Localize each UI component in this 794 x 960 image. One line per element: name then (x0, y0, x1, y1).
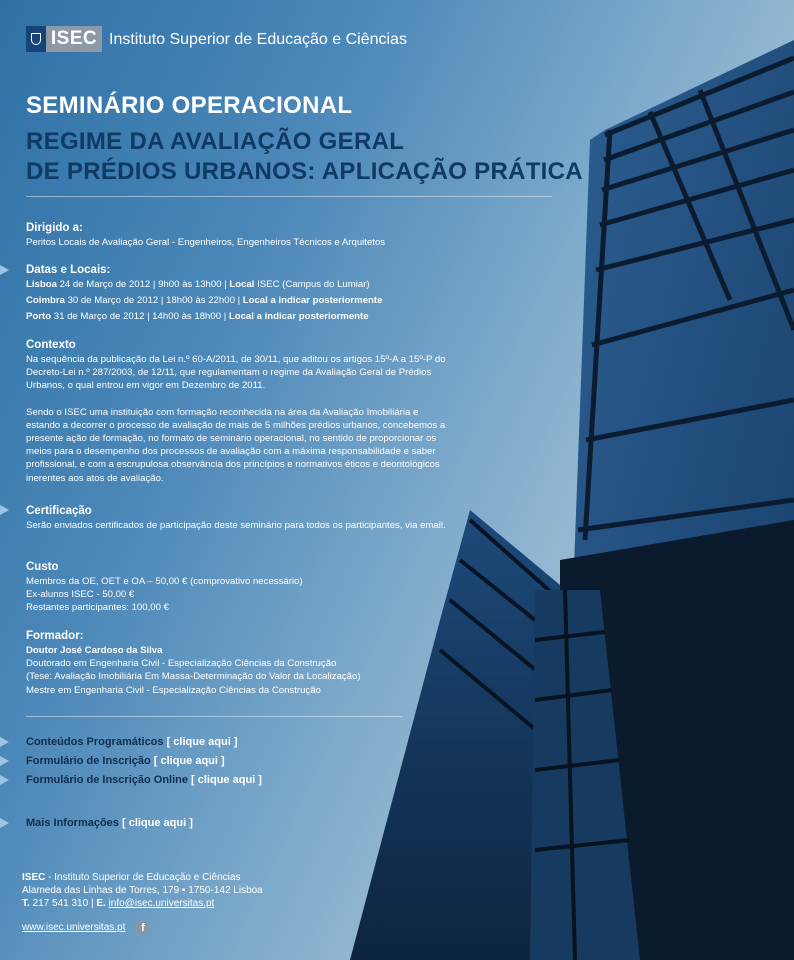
dates-section (26, 264, 546, 324)
date-row-lisboa (26, 278, 546, 291)
email-link[interactable]: info@isec.universitas.pt (108, 898, 215, 909)
phone-label: T. (22, 898, 30, 909)
phone-number: 217 541 310 | (29, 898, 97, 909)
arrow-bullet-icon (0, 756, 9, 766)
context-section (26, 339, 446, 485)
certification-text: Serão enviados certificados de participação deste seminário para todos os participantes, via email. (26, 520, 446, 531)
seminar-type-title: SEMINÁRIO OPERACIONAL (26, 92, 353, 119)
registration-form-link[interactable] (26, 755, 225, 767)
local-label: Local (229, 279, 255, 290)
email-label: E. (96, 898, 106, 909)
click-here-link[interactable]: [ clique aqui ] (150, 755, 225, 767)
online-registration-link[interactable] (26, 774, 262, 786)
footer-contact (22, 871, 263, 910)
trainer-section (26, 630, 546, 697)
local-label: Local a indicar posteriormente (228, 311, 369, 323)
cost-heading: Custo (26, 561, 59, 573)
audience-heading: Dirigido a: (26, 222, 83, 234)
date-row-porto (26, 310, 546, 323)
arrow-bullet-icon (0, 818, 9, 828)
click-here-link[interactable]: [ clique aqui ] (118, 817, 193, 829)
city-name: Lisboa (26, 279, 57, 290)
footer-org (22, 871, 263, 884)
click-here-link[interactable]: [ clique aqui ] (187, 774, 262, 786)
link-label: Mais Informações (26, 817, 119, 829)
certification-section (26, 505, 456, 532)
context-paragraph-2: Sendo o ISEC uma instituição com formação reconhecida na área da Avaliação Imobiliária e estando a decorrer o processo de avaliação de mais de 5 milhões prédios urbanos, concebemos a presente ação de formação, no formato de seminário operacional, no sentido de proporcionar os meios para o desempenho dos processos de avaliação com a máxima responsabilidade e saber profissional, e com a escrupulosa observância dos princípios e normativos éticos e deontológicos inerentes aos atos de avaliação. (26, 406, 446, 484)
footer-address: Alameda das Linhas de Torres, 179 ▪ 1750-142 Lisboa (22, 885, 263, 896)
date-details: 24 de Março de 2012 | 9h00 às 13h00 | (56, 279, 230, 290)
trainer-heading: Formador: (26, 630, 84, 642)
arrow-bullet-icon (0, 265, 9, 275)
cost-line: Membros da OE, OET e OA – 50,00 € (comprovativo necessário) (26, 576, 303, 587)
dates-heading: Datas e Locais: (26, 264, 111, 276)
trainer-credential: Mestre em Engenharia Civil - Especialização Ciências da Construção (26, 684, 321, 696)
program-content-link[interactable] (26, 736, 237, 748)
date-details: 30 de Março de 2012 | 18h00 às 22h00 | (64, 295, 243, 307)
divider (26, 716, 402, 717)
more-info-link[interactable] (26, 817, 193, 829)
seminar-title-line2: DE PRÉDIOS URBANOS: APLICAÇÃO PRÁTICA (26, 158, 583, 185)
date-details: 31 de Março de 2012 | 14h00 às 18h00 | (51, 311, 229, 323)
divider (26, 196, 552, 197)
context-heading: Contexto (26, 339, 76, 351)
click-here-link[interactable]: [ clique aqui ] (163, 736, 238, 748)
footer-org-abbr: ISEC (22, 872, 46, 883)
isec-logo (26, 26, 102, 52)
cost-line: Ex-alunos ISEC - 50,00 € (26, 589, 135, 601)
arrow-bullet-icon (0, 505, 9, 515)
website-link[interactable]: www.isec.universitas.pt (22, 922, 126, 933)
cost-line: Restantes participantes: 100,00 € (26, 602, 169, 614)
trainer-name: Doutor José Cardoso da Silva (26, 645, 163, 656)
facebook-icon[interactable]: f (136, 921, 150, 934)
audience-text: Peritos Locais de Avaliação Geral - Engenheiros, Engenheiros Técnicos e Arquitetos (26, 237, 386, 248)
trainer-credential: Doutorado em Engenharia Civil - Especialização Ciências da Construção (26, 658, 337, 670)
arrow-bullet-icon (0, 737, 9, 747)
local-value: ISEC (Campus do Lumiar) (254, 279, 370, 290)
city-name: Coimbra (26, 295, 65, 307)
link-label: Formulário de Inscrição (26, 755, 151, 767)
city-name: Porto (26, 311, 52, 323)
shield-icon (26, 26, 46, 52)
audience-section (26, 222, 546, 249)
logo-text: ISEC (46, 26, 102, 52)
link-label: Formulário de Inscrição Online (26, 774, 188, 786)
cost-section (26, 561, 546, 615)
context-paragraph-1: Na sequência da publicação da Lei n.º 60-A/2011, de 30/11, que aditou os artigos 15º-A a 15º-P do Decreto-Lei n.º 287/2003, de 12/11, que regulamentam o regime da Avaliação Geral de Prédios Urbanos, o qual entrou em vigor em Dezembro de 2011. (26, 354, 446, 392)
link-label: Conteúdos Programáticos (26, 736, 164, 748)
arrow-bullet-icon (0, 775, 9, 785)
footer-phone-email (22, 897, 263, 910)
seminar-title-line1: REGIME DA AVALIAÇÃO GERAL (26, 128, 405, 155)
certification-heading: Certificação (26, 505, 92, 517)
trainer-credential: (Tese: Avaliação Imobiliária Em Massa-Determinação do Valor da Localização) (26, 671, 361, 683)
institute-name: Instituto Superior de Educação e Ciências (109, 31, 407, 48)
local-label: Local a indicar posteriormente (242, 295, 383, 307)
date-row-coimbra (26, 294, 546, 307)
footer-org-name: - Instituto Superior de Educação e Ciências (45, 872, 241, 883)
